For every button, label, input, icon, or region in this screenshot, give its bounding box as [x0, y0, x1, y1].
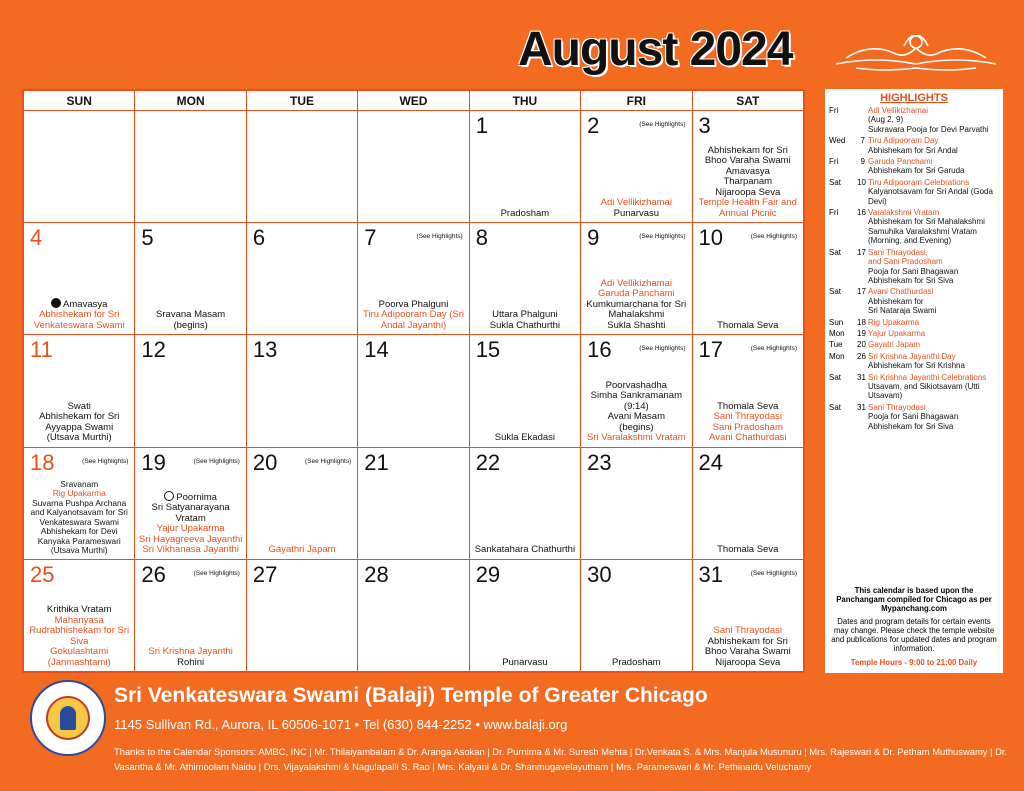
event-line: Temple Health Fair and Annual Picnic — [698, 197, 797, 219]
day-cell — [692, 447, 803, 559]
highlight-line: Kalyanotsavam for Sri Andal (Goda Devi) — [868, 187, 993, 206]
event-line: Suvarna Pushpa Archana and Kalyanotsavam for Sri Venkateswara Swami — [30, 497, 128, 527]
event-line: Sri Varalakshmi Vratam — [586, 432, 686, 444]
day-cell — [581, 223, 692, 335]
event-line: Punarvasu — [502, 656, 548, 668]
event-line: Rig Upakarma — [52, 488, 106, 499]
day-cell — [692, 223, 803, 335]
day-events — [696, 146, 800, 220]
event-line: Sukla Chathurthi — [489, 319, 561, 331]
highlight-item — [829, 340, 999, 349]
day-cell — [24, 223, 135, 335]
day-events — [584, 658, 688, 669]
day-number: 10 — [698, 225, 724, 251]
weekday-header: MON — [135, 91, 246, 111]
highlight-line: Abhishekam for Sri Mahalakshmi — [868, 217, 985, 227]
day-number: 1 — [475, 113, 488, 138]
event-line: Punarvasu — [613, 207, 660, 219]
day-number: 7 — [364, 225, 377, 251]
day-events — [250, 545, 354, 556]
day-number: 29 — [475, 561, 501, 587]
highlight-line: Utsavam, and Sikiotsavam (Utti Utsavam) — [868, 381, 980, 401]
highlight-line: Tiru Adipooram Day — [868, 136, 939, 146]
day-cell — [246, 111, 357, 223]
highlight-line: Abhishekam for Sri Siva — [868, 275, 954, 285]
event-line: Avani Masam — [607, 411, 666, 423]
day-number: 14 — [364, 337, 389, 363]
page-title: August 2024 — [518, 23, 793, 76]
highlight-item — [829, 248, 999, 286]
highlight-day: Fri — [829, 208, 839, 218]
highlight-day: Sun — [829, 317, 844, 327]
day-number: 27 — [252, 561, 278, 587]
day-events — [473, 209, 577, 220]
highlight-item — [829, 208, 999, 246]
highlight-item — [829, 136, 999, 155]
day-number: 3 — [698, 113, 711, 138]
ornament-icon — [826, 28, 1006, 76]
day-number: 8 — [475, 225, 488, 251]
highlight-day: Sat — [829, 372, 842, 382]
highlight-day: Wed — [829, 136, 846, 146]
day-cell — [692, 559, 803, 671]
event-line: Nijaroopa Seva — [715, 656, 781, 668]
day-cell — [135, 447, 246, 559]
day-events — [473, 310, 577, 331]
event-line: Sani Pradosham — [712, 421, 783, 433]
day-events — [584, 381, 688, 444]
event-line: Uttara Phalguni — [492, 309, 558, 321]
event-line: (Utsava Murthi) — [50, 545, 108, 556]
highlight-line: Varalakshmi Vratam — [868, 208, 940, 218]
day-events — [696, 402, 800, 444]
day-cell — [135, 111, 246, 223]
day-events — [138, 647, 242, 668]
temple-name: Sri Venkateswara Swami (Balaji) Temple of Greater Chicago — [114, 684, 708, 707]
event-text: Poornima — [176, 491, 217, 503]
highlight-day: Fri — [829, 157, 839, 167]
day-cell — [469, 223, 580, 335]
day-events — [27, 402, 131, 444]
day-number: 19 — [141, 449, 166, 475]
event-line: Poorva Phalguni — [378, 298, 449, 310]
day-number: 18 — [30, 449, 55, 475]
highlight-date: 16 — [857, 208, 866, 218]
highlight-line: Samuhika Varalakshmi Vratam (Morning, and Evening) — [868, 226, 977, 246]
event-line: (begins) — [173, 319, 208, 331]
calendar-note — [831, 586, 997, 667]
temple-hours: Temple Hours - 9:00 to 21:00 Daily — [850, 658, 978, 667]
event-line: (Utsava Murthi) — [46, 432, 112, 444]
highlight-date: 17 — [857, 287, 866, 297]
highlight-item — [829, 373, 999, 401]
highlight-date: 9 — [860, 157, 865, 167]
event-line: Amavasya — [725, 165, 770, 177]
weekday-header: THU — [469, 91, 580, 111]
day-number: 17 — [698, 337, 724, 363]
highlight-item — [829, 352, 999, 371]
day-events — [584, 279, 688, 332]
day-cell — [24, 559, 135, 671]
day-number: 12 — [141, 337, 166, 363]
event-line: Sri Satyanarayana Vratam — [151, 502, 230, 524]
day-events — [138, 310, 242, 331]
event-line: Adi Vellikizhamai — [600, 197, 672, 209]
day-cell — [246, 223, 357, 335]
event-line: Thomala Seva — [717, 400, 779, 412]
day-number: 5 — [141, 225, 154, 251]
highlight-day: Sat — [829, 177, 842, 187]
highlight-line: Gayatri Japam — [868, 340, 921, 350]
highlight-item — [829, 157, 999, 176]
highlight-line: Yajur Upakarma — [868, 328, 926, 338]
highlight-day: Mon — [829, 328, 845, 338]
highlight-line: Sri Krishna Jayanthi Day — [868, 351, 956, 361]
event-line: Abhishekam for Sri Venkateswara Swami — [33, 309, 125, 331]
day-cell — [358, 335, 469, 447]
day-number: 23 — [587, 449, 612, 475]
day-events — [473, 658, 577, 669]
highlight-date: 7 — [860, 136, 865, 146]
highlight-line: Sri Nataraja Swami — [868, 306, 937, 316]
day-number: 31 — [698, 561, 724, 587]
day-cell — [358, 447, 469, 559]
highlight-date: 17 — [857, 247, 866, 257]
see-highlights-note: (See Highlights) — [305, 457, 352, 465]
event-line: Tiru Adipooram Day (Sri Andal Jayanthi) — [362, 309, 464, 331]
day-events — [138, 491, 242, 556]
highlight-day: Mon — [829, 351, 845, 361]
highlight-line: Adi Vellikizhamai — [868, 106, 929, 115]
note-text: Dates and program details for certain events may change. Please check the temple website and publications for updated dates and program information. — [831, 617, 997, 653]
event-line: Sani Thrayodasi — [713, 411, 782, 423]
event-line: Abhishekam for Devi Kanyaka Parameswari — [37, 526, 121, 546]
temple-logo — [30, 680, 106, 756]
highlight-item — [829, 287, 999, 315]
day-number: 25 — [30, 561, 55, 587]
event-line: Abhishekam for Sri Ayyappa Swami — [39, 411, 120, 433]
event-line: Nijaroopa Seva — [715, 186, 781, 198]
highlight-line: Sukravara Pooja for Devi Parvathi — [868, 124, 989, 134]
highlight-line: Pooja for Sani Bhagawan — [868, 412, 959, 422]
day-cell — [358, 111, 469, 223]
day-number: 4 — [30, 225, 43, 251]
day-cell — [24, 335, 135, 447]
highlight-line: (Aug 2, 9) — [868, 115, 904, 125]
day-cell — [135, 335, 246, 447]
highlight-item — [829, 178, 999, 206]
day-events — [27, 605, 131, 668]
sponsors-text: Thanks to the Calendar Sponsors: AMBC, INC | Mr. Thilaiyambalam & Dr. Aranga Asokan | Dr. Purnima & Mr. Suresh Mehta | Dr.Venkata S. & Mrs. Manjula Musunuru | Mrs. Rajeswari & Dr. Petham Muthuswamy | Dr. Vasantha & Mr. Athimoolam Naidu | Drs. Vijayalakshmi & Nagulapalli S. Rao | Mrs. Kalyani & Dr. Shanmugavelayutham | Mrs. Parameswari & Mr. Pethinaidu Veluchamy — [114, 746, 1008, 772]
highlight-date: 26 — [857, 351, 866, 361]
day-events — [696, 626, 800, 668]
highlight-line: Garuda Panchami — [868, 157, 933, 167]
see-highlights-note: (See Highlights) — [82, 457, 129, 465]
highlight-date: 20 — [857, 340, 866, 350]
see-highlights-note: (See Highlights) — [416, 233, 463, 241]
day-cell — [581, 559, 692, 671]
day-number: 6 — [252, 225, 266, 251]
day-events — [584, 198, 688, 219]
day-cell — [469, 335, 580, 447]
event-line: Sravana Masam — [156, 309, 226, 321]
event-line: Garuda Panchami — [598, 288, 675, 300]
highlight-line: Abhishekam for — [868, 296, 924, 306]
see-highlights-note: (See Highlights) — [750, 569, 797, 577]
day-number: 13 — [252, 337, 278, 363]
day-events — [361, 300, 465, 332]
temple-address: 1145 Sullivan Rd., Aurora, IL 60506-1071 • Tel (630) 844-2252 • www.balaji.org — [114, 717, 568, 732]
highlight-day: Sat — [829, 402, 842, 412]
day-events — [696, 321, 800, 332]
event-line: Sukla Shashti — [607, 319, 666, 331]
see-highlights-note: (See Highlights) — [639, 121, 686, 128]
event-line: Sri Vikhanasa Jayanthi — [142, 544, 239, 556]
day-number: 26 — [141, 561, 166, 587]
highlight-date: 31 — [857, 372, 866, 382]
day-cell — [469, 559, 580, 671]
highlight-item — [829, 318, 999, 327]
event-line: Pradosham — [612, 656, 661, 668]
day-events — [27, 298, 131, 332]
event-line: Gokulashtami (Janmashtami) — [47, 646, 111, 668]
highlights-title: HIGHLIGHTS — [880, 92, 948, 104]
day-cell — [135, 559, 246, 671]
highlight-line: Avani Chathurdasi — [868, 287, 934, 297]
day-number: 2 — [587, 113, 600, 138]
highlight-day: Sat — [829, 287, 842, 297]
day-cell — [581, 447, 692, 559]
event-line: Poorvashadha — [605, 379, 667, 391]
day-number: 15 — [475, 337, 501, 363]
full-moon-icon — [164, 491, 174, 501]
new-moon-icon — [51, 298, 61, 308]
day-cell — [469, 447, 580, 559]
highlight-line: Abhishekam for Sri Siva — [868, 421, 954, 431]
event-line: Pradosham — [500, 207, 550, 219]
highlight-line: Rig Upakarma — [868, 317, 920, 327]
calendar-grid — [22, 89, 805, 673]
event-line: Adi Vellikizhamai — [600, 277, 672, 289]
event-line: Krithika Vratam — [46, 604, 112, 615]
day-cell — [358, 223, 469, 335]
highlight-date — [857, 106, 865, 134]
event-line: Rohini — [177, 656, 205, 668]
see-highlights-note: (See Highlights) — [750, 345, 797, 353]
highlight-day: Tue — [829, 340, 843, 350]
see-highlights-note: (See Highlights) — [639, 345, 686, 353]
weekday-header: SAT — [692, 91, 803, 111]
day-cell — [358, 559, 469, 671]
event-line: Yajur Upakarma — [156, 523, 225, 535]
weekday-header: WED — [358, 91, 469, 111]
weekday-header: FRI — [581, 91, 692, 111]
event-line: Thomala Seva — [717, 319, 779, 331]
day-number: 9 — [587, 225, 600, 251]
highlight-line: Abhishekam for Sri Andal — [868, 145, 958, 155]
day-number: 16 — [587, 337, 612, 363]
event-line: (begins) — [619, 421, 654, 433]
event-line: Simha Sankramanam (9:14) — [590, 390, 682, 412]
see-highlights-note: (See Highlights) — [639, 233, 686, 241]
day-cell — [246, 447, 357, 559]
highlights-panel — [825, 89, 1003, 673]
day-cell — [581, 335, 692, 447]
see-highlights-note: (See Highlights) — [193, 457, 240, 465]
highlight-date: 18 — [857, 317, 866, 327]
see-highlights-note: (See Highlights) — [750, 233, 797, 241]
day-cell — [692, 111, 803, 223]
day-events — [27, 480, 131, 556]
event-line: Avani Chathurdasi — [709, 432, 787, 444]
highlight-line: Abhishekam for Sri Garuda — [868, 166, 965, 176]
event-line: Kumkumarchana for Sri Mahalakshmi — [586, 298, 687, 321]
event-line: Swati — [67, 400, 91, 412]
highlight-line: Sani Thrayodasi — [868, 402, 926, 412]
highlight-date: 10 — [857, 177, 866, 187]
day-cell — [135, 223, 246, 335]
event-line: Sri Hayagreeva Jayanthi — [138, 533, 243, 545]
event-line: Gayathri Japam — [268, 544, 336, 556]
note-bold: This calendar is based upon the Panchangam compiled for Chicago as per Mypanchang.com — [836, 586, 992, 613]
day-number: 24 — [698, 449, 724, 475]
day-cell — [246, 559, 357, 671]
highlight-day: Fri — [829, 106, 839, 115]
event-line: Sravanam — [60, 478, 99, 489]
highlight-line: Abhishekam for Sri Krishna — [868, 361, 965, 371]
highlight-line: Tiru Adipooram Celebrations — [868, 177, 970, 187]
day-events — [473, 433, 577, 444]
highlight-line: Sri Krishna Jayanthi Celebrations — [868, 372, 987, 382]
highlight-item — [829, 329, 999, 338]
event-line: Abhishekam for Sri Bhoo Varaha Swami — [704, 635, 791, 657]
weekday-header: TUE — [246, 91, 357, 111]
day-cell — [246, 335, 357, 447]
highlight-line: Sani Thrayodasi, — [868, 247, 928, 257]
day-number: 28 — [364, 561, 389, 587]
highlight-line: and Sani Pradosham — [868, 257, 943, 267]
day-number: 11 — [30, 337, 53, 363]
day-cell — [24, 447, 135, 559]
event-line: Mahanyasa Rudrabhishekam for Sri Siva — [29, 614, 130, 647]
event-line: Sankatahara Chathurthi — [474, 544, 576, 556]
day-cell — [581, 111, 692, 223]
highlight-date: 19 — [857, 328, 866, 338]
highlight-date: 31 — [857, 402, 866, 412]
day-number: 22 — [475, 449, 501, 475]
event-line: Abhishekam for Sri Bhoo Varaha Swami — [704, 144, 791, 167]
highlight-day: Sat — [829, 247, 842, 257]
event-line: Sukla Ekadasi — [494, 432, 555, 444]
day-number: 30 — [587, 561, 612, 587]
day-cell — [469, 111, 580, 223]
day-events — [473, 545, 577, 556]
highlight-line: Pooja for Sani Bhagawan — [868, 266, 959, 276]
event-line: Tharpanam — [723, 176, 773, 188]
event-line: Thomala Seva — [717, 544, 779, 556]
weekday-header: SUN — [24, 91, 135, 111]
highlight-item — [829, 403, 999, 431]
event-line: Sani Thrayodasi — [713, 625, 782, 636]
day-number: 21 — [364, 449, 389, 475]
see-highlights-note: (See Highlights) — [193, 569, 240, 577]
day-number: 20 — [252, 449, 278, 475]
highlight-item — [829, 106, 999, 134]
day-events — [696, 545, 800, 556]
event-text: Amavasya — [63, 298, 108, 310]
day-cell — [24, 111, 135, 223]
event-line: Sri Krishna Jayanthi — [148, 646, 233, 657]
day-cell — [692, 335, 803, 447]
